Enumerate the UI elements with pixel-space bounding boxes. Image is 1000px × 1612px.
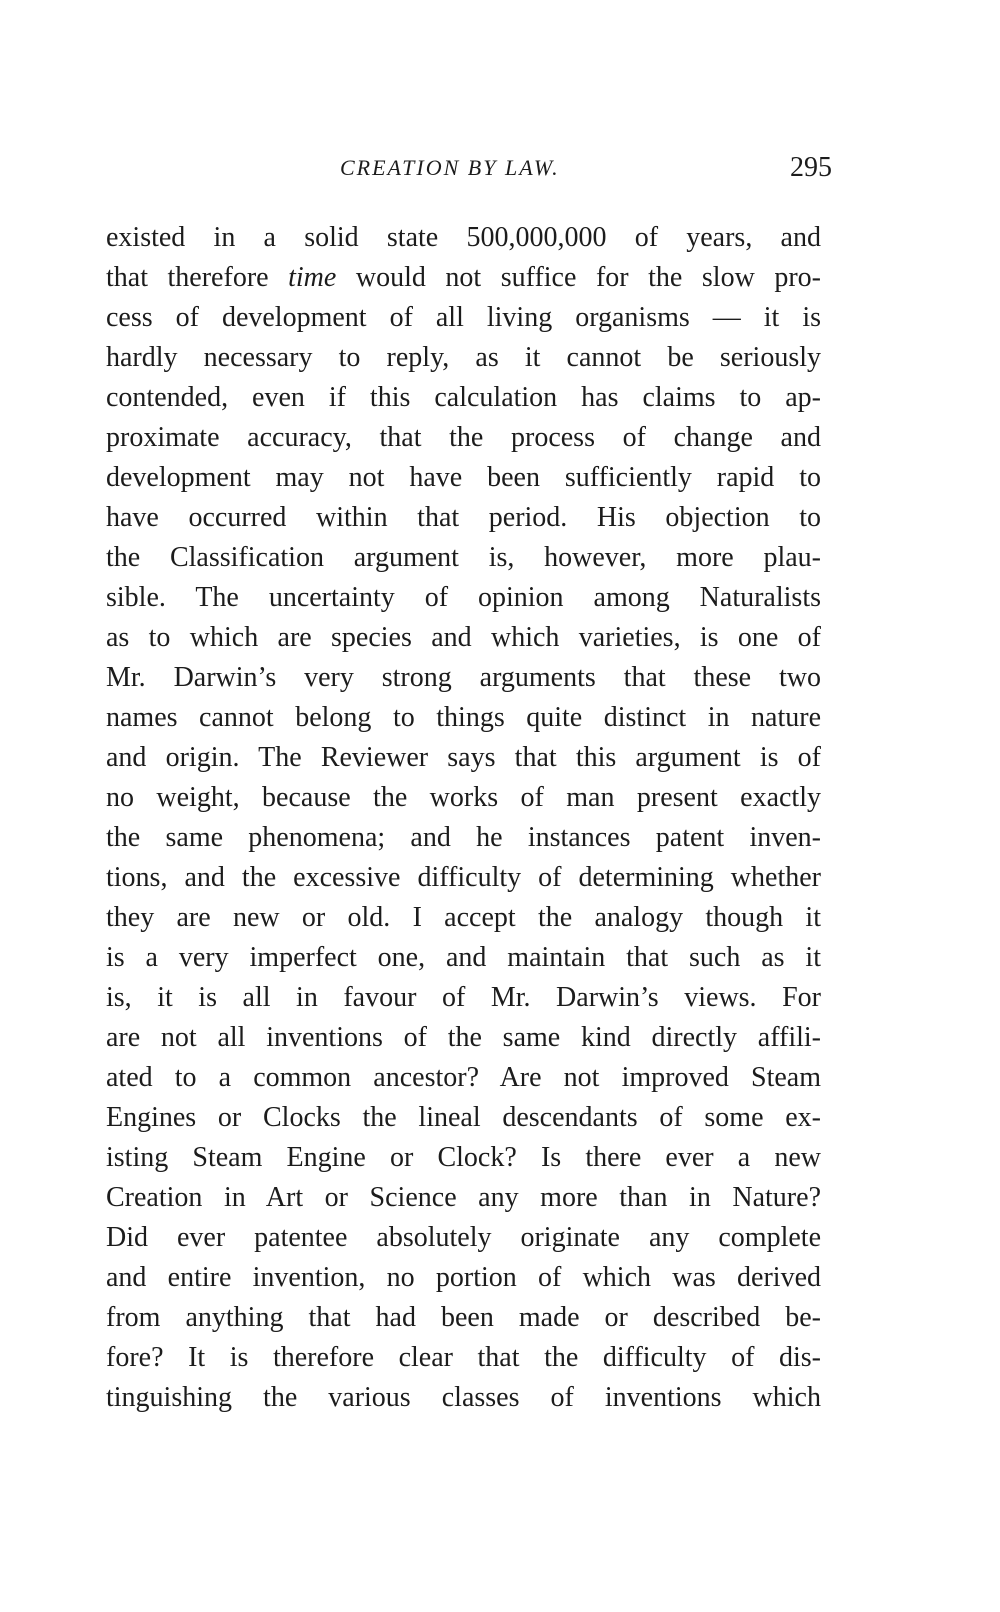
text-line: hardly necessary to reply, as it cannot be seriously xyxy=(106,342,821,373)
text-line: they are new or old. I accept the analogy though it xyxy=(106,902,821,933)
text-line: is a very imperfect one, and maintain that such as it xyxy=(106,942,821,973)
text-line: names cannot belong to things quite distinct in nature xyxy=(106,702,821,733)
text-line: sible. The uncertainty of opinion among Naturalists xyxy=(106,582,821,613)
text-line: Mr. Darwin’s very strong arguments that these two xyxy=(106,662,821,693)
text-line: development may not have been sufficiently rapid to xyxy=(106,462,821,493)
text-line: proximate accuracy, that the process of change and xyxy=(106,422,821,453)
text-segment: that therefore xyxy=(106,262,289,293)
text-line xyxy=(106,258,821,298)
text-line: fore? It is therefore clear that the difficulty of dis- xyxy=(106,1342,821,1373)
running-title: CREATION BY LAW. xyxy=(340,155,560,180)
text-line: ated to a common ancestor? Are not improved Steam xyxy=(106,1062,821,1093)
text-line: Engines or Clocks the lineal descendants of some ex- xyxy=(106,1102,821,1133)
text-line: Creation in Art or Science any more than in Nature? xyxy=(106,1182,821,1213)
text-line: tinguishing the various classes of inventions which xyxy=(106,1382,821,1413)
text-line: tions, and the excessive difficulty of determining whether xyxy=(106,862,821,893)
text-line: no weight, because the works of man present exactly xyxy=(106,782,821,813)
text-line: contended, even if this calculation has claims to ap- xyxy=(106,382,821,413)
text-line: and entire invention, no portion of which was derived xyxy=(106,1262,821,1293)
text-line: have occurred within that period. His objection to xyxy=(106,502,821,533)
text-line: as to which are species and which varieties, is one of xyxy=(106,622,821,653)
text-line: cess of development of all living organisms — it is xyxy=(106,302,821,333)
text-line: is, it is all in favour of Mr. Darwin’s views. For xyxy=(106,982,821,1013)
running-head xyxy=(0,150,1000,186)
text-line: the same phenomena; and he instances patent inven- xyxy=(106,822,821,853)
page-number: 295 xyxy=(790,152,832,183)
text-line: isting Steam Engine or Clock? Is there ever a new xyxy=(106,1142,821,1173)
text-line: existed in a solid state 500,000,000 of years, and xyxy=(106,222,821,253)
text-line: the Classification argument is, however, more plau- xyxy=(106,542,821,573)
body-text xyxy=(106,218,821,1418)
text-line: Did ever patentee absolutely originate any complete xyxy=(106,1222,821,1253)
text-line: from anything that had been made or described be- xyxy=(106,1302,821,1333)
text-segment: would not suffice for the slow pro- xyxy=(336,262,821,293)
text-line: and origin. The Reviewer says that this argument is of xyxy=(106,742,821,773)
italic-word: time xyxy=(288,262,337,293)
text-line: are not all inventions of the same kind directly affili- xyxy=(106,1022,821,1053)
